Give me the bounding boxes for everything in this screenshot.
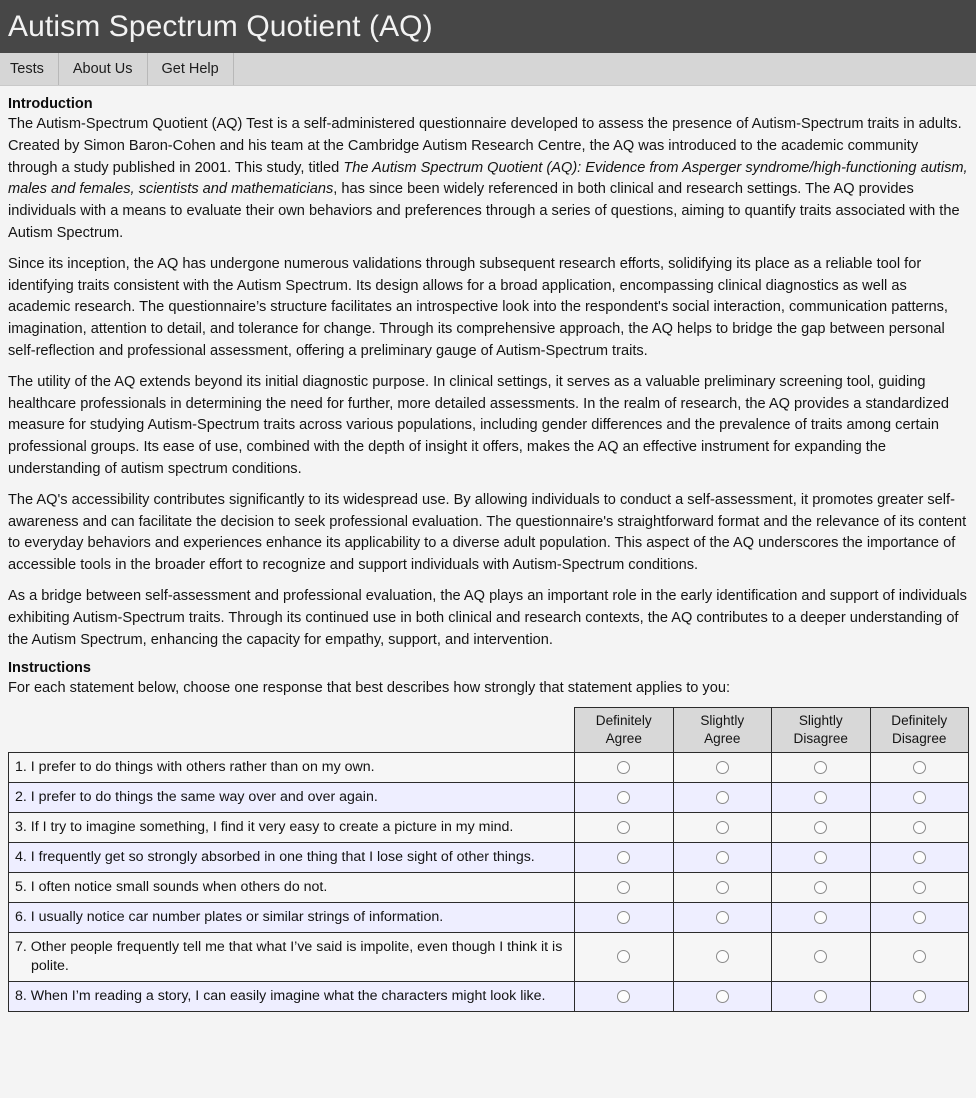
intro-paragraph-5: As a bridge between self-assessment and professional evaluation, the AQ plays an important role in the early identification and support of individuals exhibiting Autism-Spectrum traits. Through its continued use in both clinical and research contexts, the AQ contributes to a deeper understanding of the Autism Spectrum, enhancing the capacity for empathy, support, and intervention. bbox=[8, 587, 967, 648]
question-statement-1 bbox=[9, 753, 575, 783]
radio-button[interactable] bbox=[617, 851, 630, 864]
question-statement-2 bbox=[9, 783, 575, 813]
radio-cell-q6-definitely-agree[interactable] bbox=[575, 903, 674, 933]
radio-button[interactable] bbox=[814, 950, 827, 963]
radio-cell-q4-definitely-disagree[interactable] bbox=[870, 843, 969, 873]
radio-button[interactable] bbox=[913, 821, 926, 834]
radio-cell-q5-slightly-disagree[interactable] bbox=[772, 873, 871, 903]
intro-p1-before: The Autism-Spectrum Quotient (AQ) Test is a self-administered questionnaire developed to assess the presence of Autism-Spectrum traits in adults. Created by Simon Baron-Cohen and his team at the Cambridge Autism Research Centre, the AQ was introduced to the academic community through a study published in 2001. This study, titled bbox=[8, 116, 962, 176]
column-header-definitely-agree bbox=[575, 708, 674, 753]
radio-button[interactable] bbox=[913, 761, 926, 774]
radio-button[interactable] bbox=[716, 851, 729, 864]
radio-button[interactable] bbox=[913, 851, 926, 864]
header-line-2: Disagree bbox=[892, 731, 947, 747]
radio-button[interactable] bbox=[814, 911, 827, 924]
statement-text: 5. I often notice small sounds when others do not. bbox=[15, 879, 328, 896]
radio-button[interactable] bbox=[716, 950, 729, 963]
radio-cell-q4-definitely-agree[interactable] bbox=[575, 843, 674, 873]
statement-text: 2. I prefer to do things the same way over and over again. bbox=[15, 789, 378, 806]
radio-button[interactable] bbox=[716, 990, 729, 1003]
radio-cell-q2-slightly-agree[interactable] bbox=[673, 783, 772, 813]
table-row bbox=[9, 873, 969, 903]
page-content bbox=[0, 86, 976, 1012]
aq-questionnaire-table bbox=[8, 707, 969, 1012]
radio-button[interactable] bbox=[913, 881, 926, 894]
radio-button[interactable] bbox=[716, 821, 729, 834]
main-navigation bbox=[0, 53, 976, 86]
column-header-definitely-disagree bbox=[870, 708, 969, 753]
radio-button[interactable] bbox=[617, 761, 630, 774]
radio-cell-q8-slightly-agree[interactable] bbox=[673, 982, 772, 1012]
radio-button[interactable] bbox=[617, 821, 630, 834]
radio-button[interactable] bbox=[814, 990, 827, 1003]
statement-text: 6. I usually notice car number plates or similar strings of information. bbox=[15, 909, 444, 926]
column-header-slightly-agree bbox=[673, 708, 772, 753]
table-row bbox=[9, 783, 969, 813]
page-title: Autism Spectrum Quotient (AQ) bbox=[8, 9, 433, 43]
radio-cell-q3-definitely-disagree[interactable] bbox=[870, 813, 969, 843]
radio-cell-q7-definitely-disagree[interactable] bbox=[870, 933, 969, 982]
radio-button[interactable] bbox=[617, 911, 630, 924]
radio-cell-q6-slightly-disagree[interactable] bbox=[772, 903, 871, 933]
radio-cell-q3-slightly-agree[interactable] bbox=[673, 813, 772, 843]
radio-button[interactable] bbox=[617, 791, 630, 804]
statement-text: 4. I frequently get so strongly absorbed in one thing that I lose sight of other things. bbox=[15, 849, 535, 866]
radio-cell-q6-slightly-agree[interactable] bbox=[673, 903, 772, 933]
radio-button[interactable] bbox=[617, 990, 630, 1003]
radio-cell-q5-definitely-agree[interactable] bbox=[575, 873, 674, 903]
table-row bbox=[9, 933, 969, 982]
statement-text: 8. When I’m reading a story, I can easily imagine what the characters might look like. bbox=[15, 988, 546, 1005]
header-line-1: Slightly bbox=[700, 713, 745, 729]
radio-cell-q7-slightly-agree[interactable] bbox=[673, 933, 772, 982]
radio-button[interactable] bbox=[716, 881, 729, 894]
radio-cell-q1-slightly-disagree[interactable] bbox=[772, 753, 871, 783]
radio-cell-q7-definitely-agree[interactable] bbox=[575, 933, 674, 982]
radio-button[interactable] bbox=[716, 761, 729, 774]
radio-cell-q1-definitely-disagree[interactable] bbox=[870, 753, 969, 783]
radio-cell-q1-definitely-agree[interactable] bbox=[575, 753, 674, 783]
radio-cell-q5-definitely-disagree[interactable] bbox=[870, 873, 969, 903]
header-line-2: Agree bbox=[605, 731, 642, 747]
instructions-text: For each statement below, choose one response that best describes how strongly that statement applies to you: bbox=[8, 680, 730, 697]
radio-cell-q7-slightly-disagree[interactable] bbox=[772, 933, 871, 982]
column-header-slightly-disagree bbox=[772, 708, 871, 753]
header-line-1: Slightly bbox=[798, 713, 843, 729]
radio-button[interactable] bbox=[716, 791, 729, 804]
intro-p1-after: , has since been widely referenced in both clinical and research settings. The AQ provides individuals with a means to evaluate their own behaviors and preferences through a series of questions, aiming to quantify traits associated with the Autism Spectrum. bbox=[8, 181, 960, 241]
radio-button[interactable] bbox=[913, 990, 926, 1003]
radio-cell-q8-definitely-agree[interactable] bbox=[575, 982, 674, 1012]
radio-cell-q8-definitely-disagree[interactable] bbox=[870, 982, 969, 1012]
instructions-heading: Instructions bbox=[8, 660, 91, 677]
header-line-1: Definitely bbox=[595, 713, 652, 729]
radio-button[interactable] bbox=[814, 821, 827, 834]
radio-button[interactable] bbox=[617, 950, 630, 963]
radio-cell-q2-definitely-disagree[interactable] bbox=[870, 783, 969, 813]
app-title-bar bbox=[0, 0, 976, 53]
table-row bbox=[9, 903, 969, 933]
question-statement-3 bbox=[9, 813, 575, 843]
statement-text: 3. If I try to imagine something, I find it very easy to create a picture in my mind. bbox=[15, 819, 514, 836]
table-row bbox=[9, 813, 969, 843]
radio-cell-q1-slightly-agree[interactable] bbox=[673, 753, 772, 783]
radio-cell-q8-slightly-disagree[interactable] bbox=[772, 982, 871, 1012]
nav-spacer bbox=[234, 53, 976, 85]
radio-button[interactable] bbox=[814, 791, 827, 804]
radio-cell-q5-slightly-agree[interactable] bbox=[673, 873, 772, 903]
radio-button[interactable] bbox=[716, 911, 729, 924]
nav-item-tests[interactable]: Tests bbox=[0, 53, 59, 85]
radio-button[interactable] bbox=[814, 881, 827, 894]
radio-cell-q4-slightly-disagree[interactable] bbox=[772, 843, 871, 873]
question-statement-5 bbox=[9, 873, 575, 903]
statement-column-header bbox=[9, 708, 575, 753]
table-row bbox=[9, 982, 969, 1012]
question-statement-6 bbox=[9, 903, 575, 933]
table-header-row bbox=[9, 708, 969, 753]
study-title-citation: The Autism Spectrum Quotient (AQ): Evidence from Asperger syndrome/high-functioning autism, males and females, scientists and mathematicians bbox=[8, 159, 968, 198]
statement-text: 1. I prefer to do things with others rather than on my own. bbox=[15, 759, 375, 776]
intro-paragraph-2: Since its inception, the AQ has undergone numerous validations through subsequent research efforts, solidifying its place as a reliable tool for identifying traits consistent with the Autism Spectrum. Its design allows for a broad application, encompassing clinical diagnostics as well as academic research. The questionnaire’s structure facilitates an introspective look into the respondent's social interaction, communication patterns, imagination, attention to detail, and tolerance for change. Through its comprehensive approach, the AQ helps to bridge the gap between personal self-reflection and professional assessment, offering a preliminary gauge of Autism-Spectrum traits. bbox=[8, 255, 948, 359]
radio-cell-q3-definitely-agree[interactable] bbox=[575, 813, 674, 843]
question-statement-8 bbox=[9, 982, 575, 1012]
radio-cell-q2-definitely-agree[interactable] bbox=[575, 783, 674, 813]
header-line-1: Definitely bbox=[891, 713, 948, 729]
radio-cell-q3-slightly-disagree[interactable] bbox=[772, 813, 871, 843]
radio-button[interactable] bbox=[814, 851, 827, 864]
nav-item-about-us[interactable]: About Us bbox=[59, 53, 148, 85]
radio-button[interactable] bbox=[814, 761, 827, 774]
statement-text: 7. Other people frequently tell me that what I’ve said is impolite, even though I think it is polite. bbox=[15, 939, 563, 975]
question-statement-7 bbox=[9, 933, 575, 982]
intro-paragraph-1 bbox=[8, 114, 968, 245]
radio-button[interactable] bbox=[913, 911, 926, 924]
table-row bbox=[9, 753, 969, 783]
radio-cell-q2-slightly-disagree[interactable] bbox=[772, 783, 871, 813]
radio-button[interactable] bbox=[913, 791, 926, 804]
header-line-2: Agree bbox=[704, 731, 741, 747]
table-row bbox=[9, 843, 969, 873]
radio-cell-q4-slightly-agree[interactable] bbox=[673, 843, 772, 873]
header-line-2: Disagree bbox=[793, 731, 848, 747]
radio-cell-q6-definitely-disagree[interactable] bbox=[870, 903, 969, 933]
intro-paragraph-3: The utility of the AQ extends beyond its initial diagnostic purpose. In clinical settings, it serves as a valuable preliminary screening tool, guiding healthcare professionals in determining the need for further, more detailed assessments. In the realm of research, the AQ provides a standardized measure for studying Autism-Spectrum traits across various populations, including gender differences and the prevalence of traits among certain professional groups. Its ease of use, combined with the depth of insight it offers, makes the AQ an effective instrument for expanding the understanding of autism spectrum conditions. bbox=[8, 373, 950, 477]
intro-paragraph-4: The AQ's accessibility contributes significantly to its widespread use. By allowing individuals to conduct a self-assessment, it promotes greater self-awareness and can facilitate the decision to seek professional evaluation. The questionnaire's straightforward format and the relevance of its content to everyday behaviors and experiences enhance its applicability to a diverse adult population. This aspect of the AQ underscores the importance of accessible tools in the broader effort to recognize and support individuals with Autism-Spectrum conditions. bbox=[8, 491, 967, 574]
introduction-heading: Introduction bbox=[8, 96, 93, 112]
radio-button[interactable] bbox=[617, 881, 630, 894]
question-statement-4 bbox=[9, 843, 575, 873]
radio-button[interactable] bbox=[913, 950, 926, 963]
nav-item-get-help[interactable]: Get Help bbox=[148, 53, 234, 85]
